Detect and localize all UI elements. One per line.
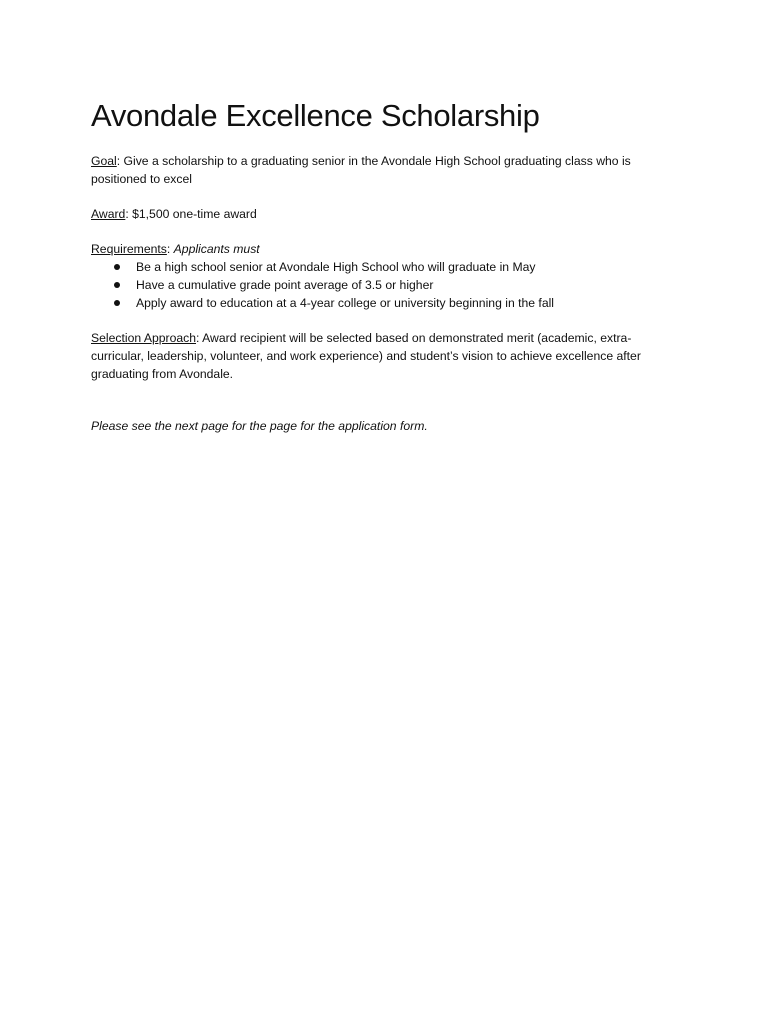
requirement-item bbox=[91, 294, 681, 312]
bullet-icon bbox=[114, 264, 120, 270]
selection-label: Selection Approach bbox=[91, 331, 197, 345]
bullet-icon bbox=[114, 300, 120, 306]
requirements-heading bbox=[91, 240, 681, 258]
requirement-item bbox=[91, 276, 681, 294]
requirements-label: Requirements bbox=[91, 242, 167, 256]
selection-paragraph bbox=[91, 329, 681, 383]
goal-text: : Give a scholarship to a graduating senior in the Avondale High School graduating class who is positioned to excel bbox=[91, 154, 631, 186]
requirement-item bbox=[91, 258, 681, 276]
document-title: Avondale Excellence Scholarship bbox=[91, 98, 540, 133]
requirement-text: Have a cumulative grade point average of 3.5 or higher bbox=[136, 278, 434, 292]
award-paragraph bbox=[91, 205, 681, 223]
requirement-text: Be a high school senior at Avondale High School who will graduate in May bbox=[136, 260, 536, 274]
goal-paragraph bbox=[91, 152, 681, 188]
award-label: Award bbox=[91, 207, 126, 221]
requirements-separator: : bbox=[166, 242, 174, 256]
application-note: Please see the next page for the page for the application form. bbox=[91, 419, 428, 433]
bullet-icon bbox=[114, 282, 120, 288]
requirement-text: Apply award to education at a 4-year college or university beginning in the fall bbox=[136, 296, 555, 310]
award-text: : $1,500 one-time award bbox=[125, 207, 257, 221]
document-body bbox=[91, 96, 681, 435]
selection-text: : Award recipient will be selected based on demonstrated merit (academic, extra-curricular, leadership, volunteer, and work experience) and student’s vision to achieve excellence after graduating from Avondale. bbox=[91, 331, 641, 381]
requirements-list bbox=[91, 258, 681, 312]
requirements-intro: Applicants must bbox=[173, 242, 260, 256]
goal-label: Goal bbox=[91, 154, 117, 168]
